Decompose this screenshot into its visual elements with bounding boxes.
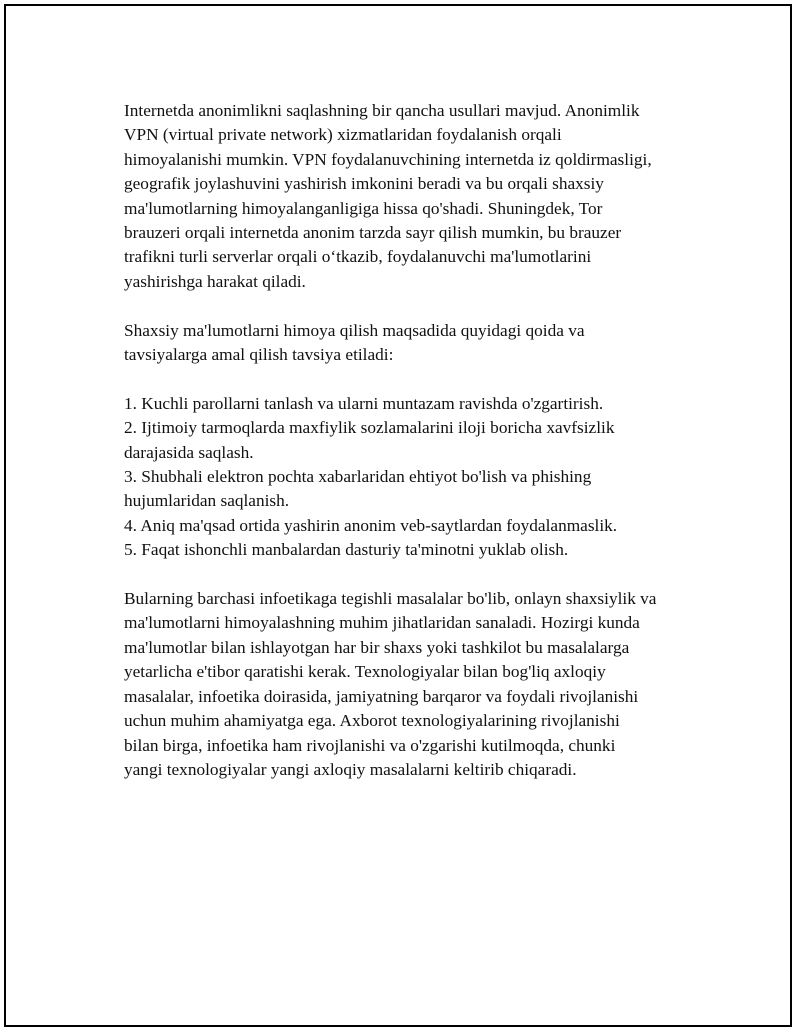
text-line: Bularning barchasi infoetikaga tegishli masalalar bo'lib, onlayn shaxsiylik va bbox=[124, 589, 657, 609]
list-item-continuation: hujumlaridan saqlanish. bbox=[124, 491, 290, 511]
text-line: ma'lumotlarni himoyalashning muhim jihatlaridan sanaladi. Hozirgi kunda bbox=[124, 613, 640, 633]
list-item: 4. Aniq ma'qsad ortida yashirin anonim veb-saytlardan foydalanmaslik. bbox=[124, 515, 618, 535]
text-line: bilan birga, infoetika ham rivojlanishi va o'zgarishi kutilmoqda, chunki bbox=[124, 735, 616, 755]
text-line: trafikni turli serverlar orqali o‘tkazib, foydalanuvchi ma'lumotlarini bbox=[124, 247, 592, 267]
paragraph-anonymity bbox=[124, 99, 704, 294]
text-line: masalalar, infoetika doirasida, jamiyatning barqaror va foydali rivojlanishi bbox=[124, 686, 639, 706]
text-line: brauzeri orqali internetda anonim tarzda sayr qilish mumkin, bu brauzer bbox=[124, 223, 622, 243]
text-line: yashirishga harakat qiladi. bbox=[124, 271, 306, 291]
recommendations-list bbox=[124, 392, 704, 563]
document-body bbox=[124, 99, 704, 807]
text-line: yangi texnologiyalar yangi axloqiy masalalarni keltirib chiqaradi. bbox=[124, 759, 577, 779]
text-line: tavsiyalarga amal qilish tavsiya etiladi: bbox=[124, 345, 394, 365]
text-line: himoyalanishi mumkin. VPN foydalanuvchining internetda iz qoldirmasligi, bbox=[124, 149, 652, 169]
text-line: ma'lumotlar bilan ishlayotgan har bir shaxs yoki tashkilot bu masalalarga bbox=[124, 637, 630, 657]
text-line: ma'lumotlarning himoyalanganligiga hissa qo'shadi. Shuningdek, Tor bbox=[124, 198, 603, 218]
list-item-continuation: darajasida saqlash. bbox=[124, 442, 254, 462]
list-item: 5. Faqat ishonchli manbalardan dasturiy ta'minotni yuklab olish. bbox=[124, 540, 569, 560]
paragraph-infoethics bbox=[124, 587, 704, 782]
list-item: 3. Shubhali elektron pochta xabarlaridan ehtiyot bo'lish va phishing bbox=[124, 467, 592, 487]
text-line: geografik joylashuvini yashirish imkonini beradi va bu orqali shaxsiy bbox=[124, 174, 604, 194]
list-item: 1. Kuchli parollarni tanlash va ularni muntazam ravishda o'zgartirish. bbox=[124, 393, 604, 413]
page-frame bbox=[4, 4, 792, 1027]
text-line: uchun muhim ahamiyatga ega. Axborot texnologiyalarining rivojlanishi bbox=[124, 711, 620, 731]
text-line: Shaxsiy ma'lumotlarni himoya qilish maqsadida quyidagi qoida va bbox=[124, 320, 585, 340]
paragraph-recommendations-intro bbox=[124, 319, 704, 368]
text-line: yetarlicha e'tibor qaratishi kerak. Texnologiyalar bilan bog'liq axloqiy bbox=[124, 662, 606, 682]
text-line: Internetda anonimlikni saqlashning bir qancha usullari mavjud. Anonimlik bbox=[124, 101, 640, 120]
list-item: 2. Ijtimoiy tarmoqlarda maxfiylik sozlamalarini iloji boricha xavfsizlik bbox=[124, 418, 615, 438]
text-line: VPN (virtual private network) xizmatlaridan foydalanish orqali bbox=[124, 125, 562, 145]
